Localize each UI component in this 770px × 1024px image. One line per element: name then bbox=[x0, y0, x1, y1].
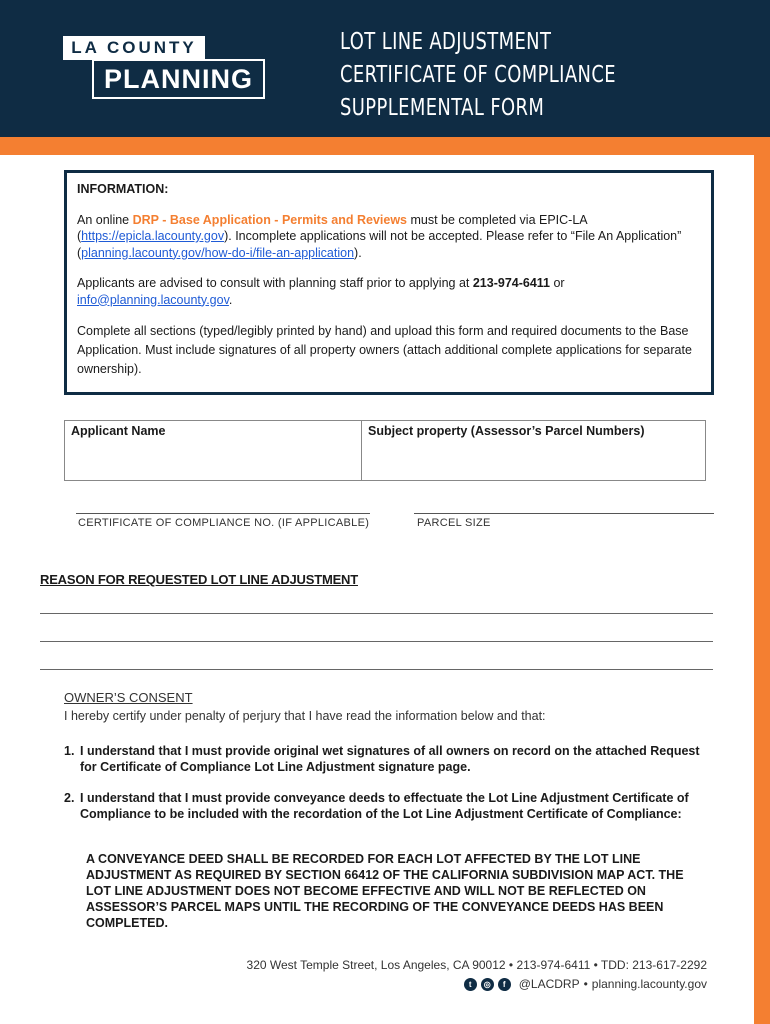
item-text: I understand that I must provide conveyance deeds to effectuate the Lot Line Adjustment Certificate of Compliance to be included with the recordation of the Lot Line Adjustment Certificate of Compliance: bbox=[80, 791, 689, 821]
epicla-link[interactable]: https://epicla.lacounty.gov bbox=[81, 229, 225, 243]
reason-heading: REASON FOR REQUESTED LOT LINE ADJUSTMENT bbox=[40, 572, 358, 587]
file-application-link[interactable]: planning.lacounty.gov/how-do-i/file-an-application bbox=[81, 245, 355, 260]
title-line-3: SUPPLEMENTAL FORM bbox=[340, 95, 545, 121]
email-link[interactable]: info@planning.lacounty.gov bbox=[77, 292, 229, 307]
info-paragraph-2: Applicants are advised to consult with planning staff prior to applying at 213-974-6411 or info@planning.lacounty.gov. bbox=[77, 276, 565, 307]
footer-separator: • bbox=[583, 977, 588, 991]
item-number: 1. bbox=[64, 744, 75, 758]
orange-band bbox=[0, 137, 770, 155]
reason-line-2[interactable] bbox=[40, 641, 713, 642]
facebook-icon[interactable]: f bbox=[498, 978, 511, 991]
social-handle[interactable]: @LACDRP bbox=[518, 977, 580, 991]
logo-planning: PLANNING bbox=[92, 59, 265, 99]
logo-la-county: LA COUNTY bbox=[63, 36, 205, 60]
reason-line-3[interactable] bbox=[40, 669, 713, 670]
orange-side-bar bbox=[754, 155, 770, 1024]
info-paragraph-3: Complete all sections (typed/legibly printed by hand) and upload this form and required documents to the Base Application. Must include signatures of all property owners (attach additional complete applications for separate ownership). bbox=[77, 324, 692, 376]
footer-social bbox=[440, 977, 707, 991]
parcel-size-line[interactable] bbox=[414, 513, 714, 514]
website-link[interactable]: planning.lacounty.gov bbox=[591, 977, 707, 991]
footer-address: 320 West Temple Street, Los Angeles, CA 90012 • 213-974-6411 • TDD: 213-617-2292 bbox=[246, 958, 707, 972]
subject-property-label: Subject property (Assessor’s Parcel Numbers) bbox=[368, 424, 645, 438]
owners-consent-intro: I hereby certify under penalty of perjury that I have read the information below and that: bbox=[64, 709, 546, 723]
twitter-icon[interactable]: t bbox=[464, 978, 477, 991]
form-title bbox=[340, 26, 616, 125]
applicant-fields-table bbox=[64, 420, 706, 481]
conveyance-deed-notice: A CONVEYANCE DEED SHALL BE RECORDED FOR EACH LOT AFFECTED BY THE LOT LINE ADJUSTMENT AS REQUIRED BY SECTION 66412 OF THE CALIFORNIA SUBDIVISION MAP ACT. THE LOT LINE ADJUSTMENT DOES NOT BECOME EFFECTIVE AND WILL NOT BE REFLECTED ON ASSESSOR’S PARCEL MAPS UNTIL THE RECORDING OF THE CONVEYANCE DEEDS HAS BEEN COMPLETED. bbox=[86, 852, 684, 930]
information-box bbox=[64, 170, 714, 395]
certificate-no-line[interactable] bbox=[76, 513, 370, 514]
certificate-no-label: CERTIFICATE OF COMPLIANCE NO. (IF APPLICABLE) bbox=[78, 517, 370, 529]
subject-property-field[interactable] bbox=[362, 421, 705, 480]
applicant-name-label: Applicant Name bbox=[71, 424, 166, 438]
item-number: 2. bbox=[64, 791, 75, 805]
title-line-1: LOT LINE ADJUSTMENT bbox=[340, 29, 552, 55]
information-heading: INFORMATION: bbox=[77, 182, 169, 196]
owners-consent-heading: OWNER’S CONSENT bbox=[64, 690, 193, 705]
base-application-name: DRP - Base Application - Permits and Reviews bbox=[132, 212, 407, 227]
applicant-name-field[interactable] bbox=[65, 421, 362, 480]
parcel-size-label: PARCEL SIZE bbox=[417, 517, 491, 529]
title-line-2: CERTIFICATE OF COMPLIANCE bbox=[340, 62, 616, 88]
phone-number: 213-974-6411 bbox=[472, 276, 550, 290]
instagram-icon[interactable]: ◎ bbox=[481, 978, 494, 991]
info-paragraph-1: An online DRP - Base Application - Permits and Reviews must be completed via EPIC-LA (https://epicla.lacounty.gov). Incomplete applications will not be accepted. Please refer to “File An Application” (planning.lacounty.gov/how-do-i/file-an-application). bbox=[77, 212, 682, 260]
reason-line-1[interactable] bbox=[40, 613, 713, 614]
item-text: I understand that I must provide original wet signatures of all owners on record on the attached Request for Certificate of Compliance Lot Line Adjustment signature page. bbox=[80, 744, 700, 774]
